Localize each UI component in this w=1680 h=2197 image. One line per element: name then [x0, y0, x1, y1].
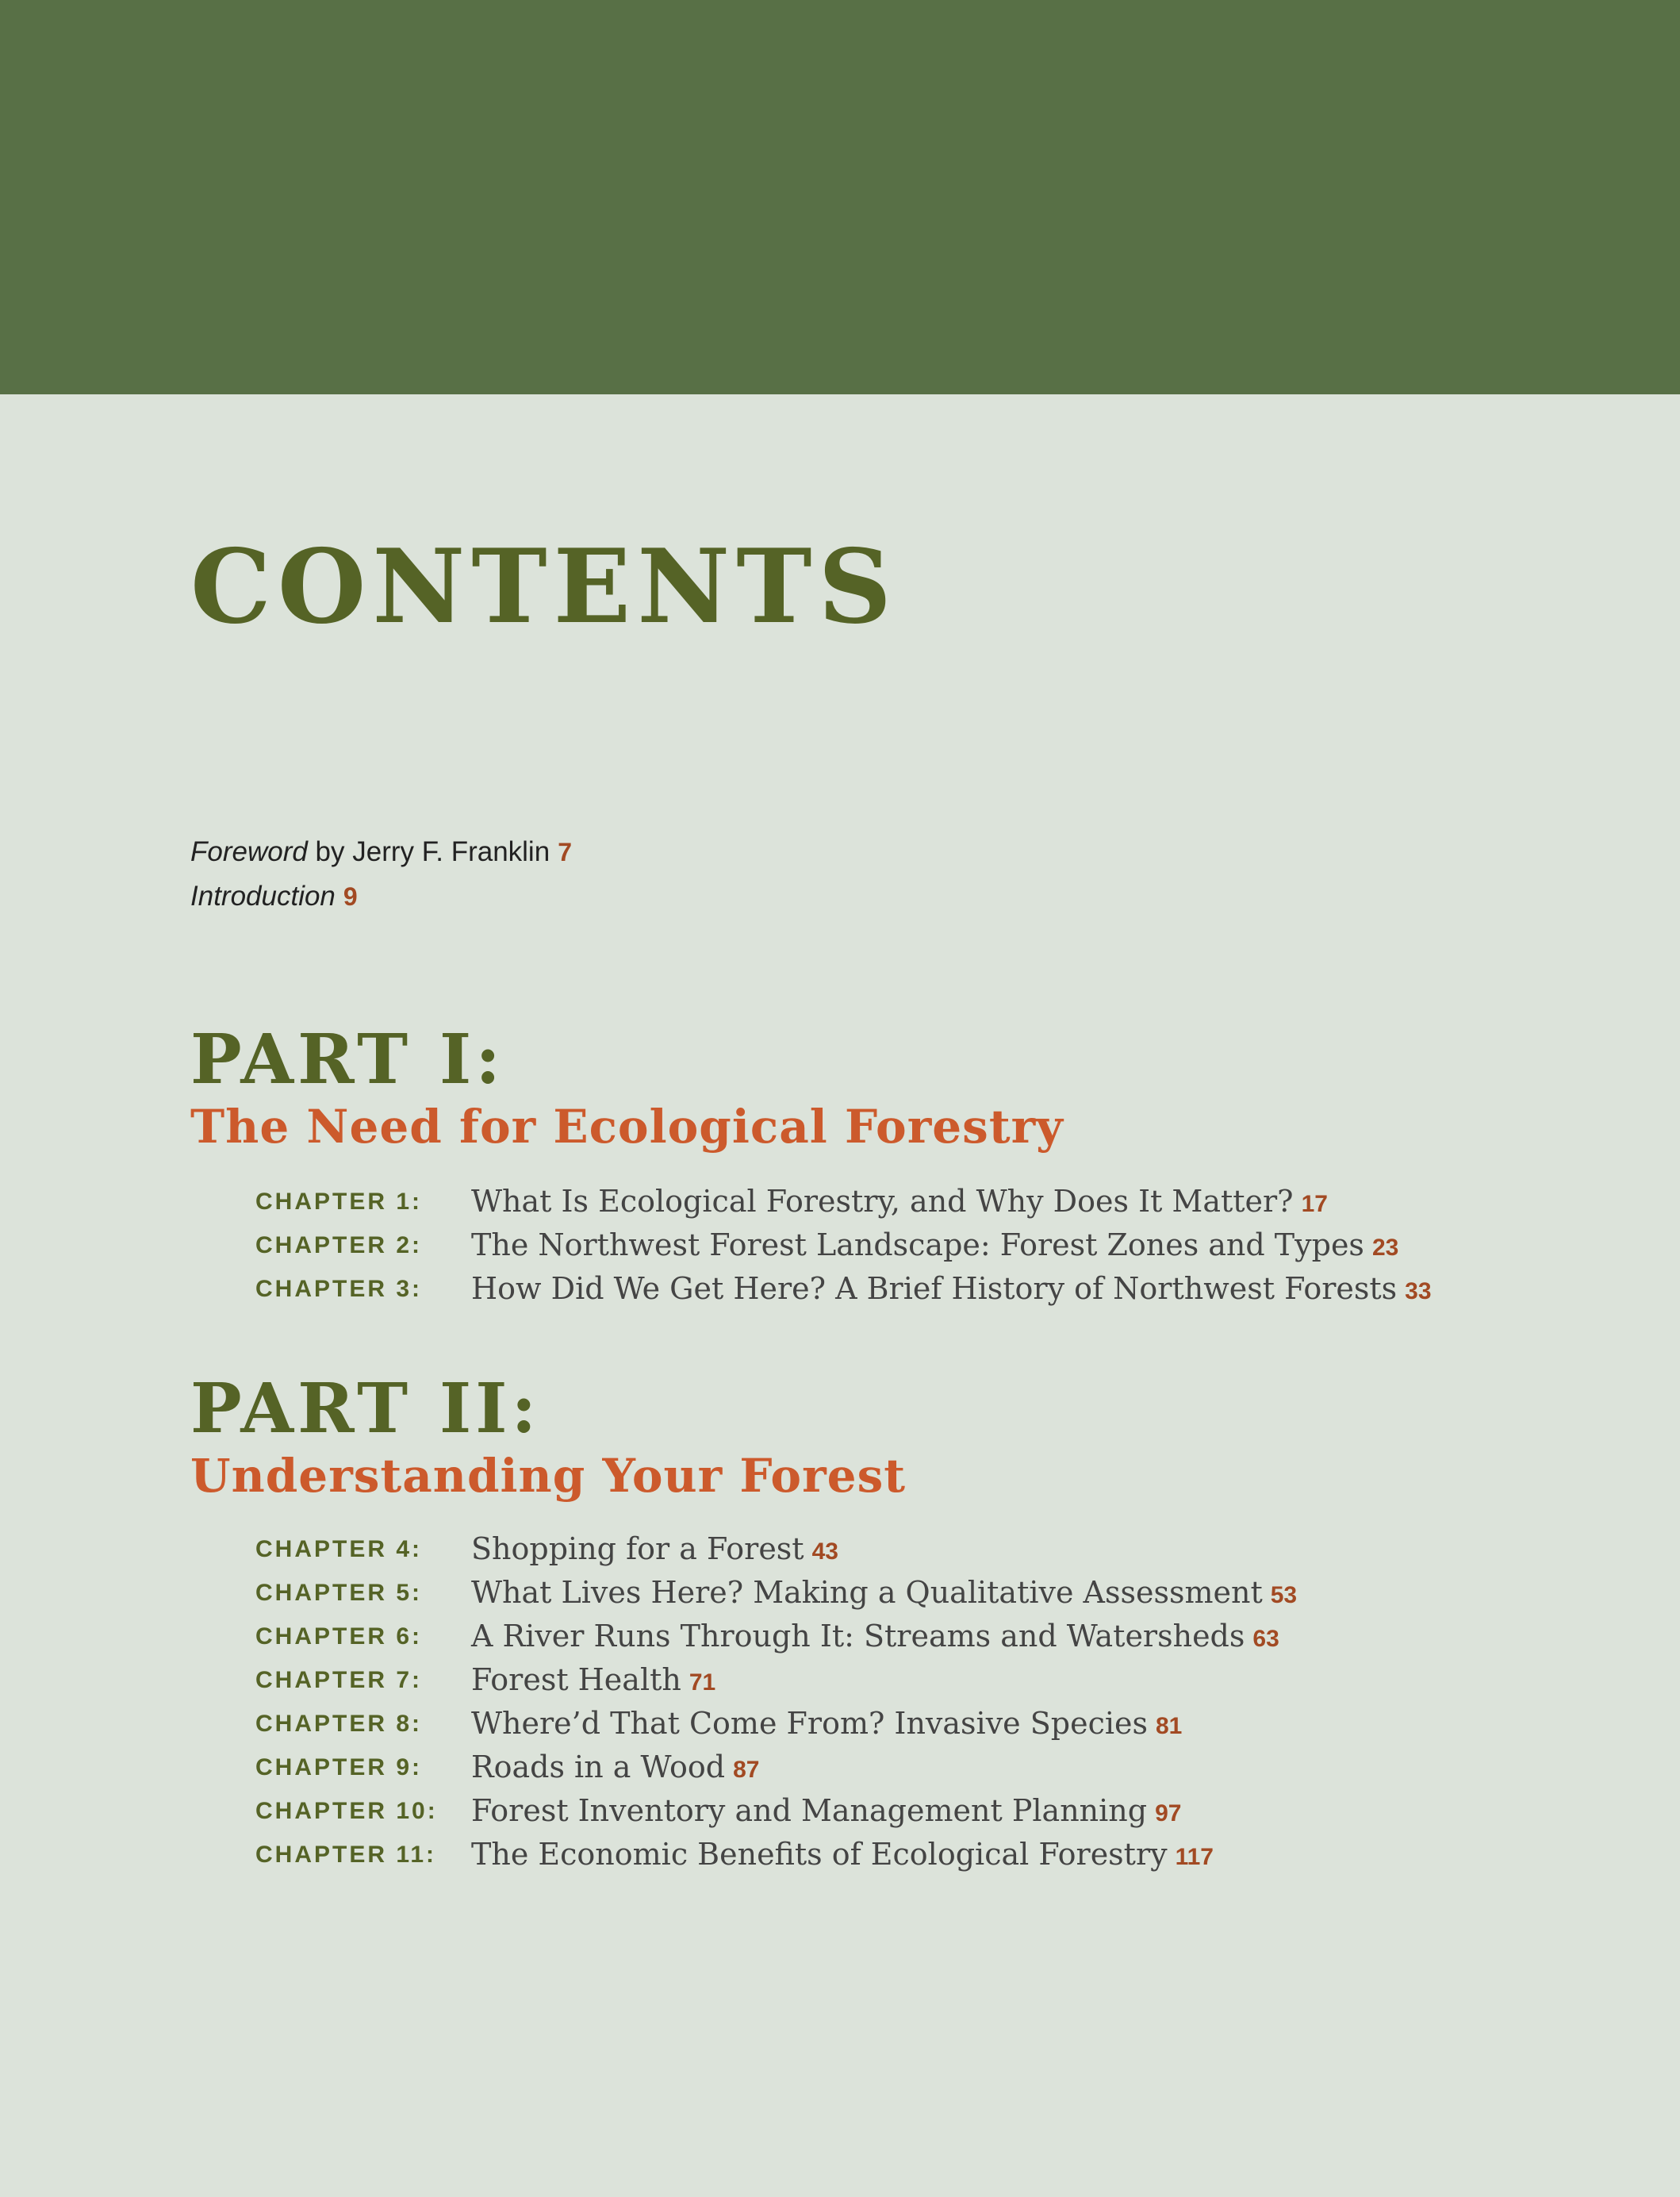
part-title: The Need for Ecological Forestry [190, 1100, 1064, 1154]
chapter-title-text: Roads in a Wood [471, 1750, 726, 1784]
chapter-page-number: 43 [811, 1538, 838, 1565]
chapter-title-text: What Is Ecological Forestry, and Why Does It Matter? [471, 1184, 1294, 1219]
part-2-heading [190, 1369, 907, 1503]
chapter-page-number: 71 [688, 1669, 716, 1696]
chapter-title [471, 1267, 1432, 1313]
chapter-label: CHAPTER 7: [255, 1667, 423, 1693]
front-matter [190, 830, 572, 919]
chapter-title [471, 1833, 1214, 1879]
introduction-label: Introduction [190, 881, 336, 912]
chapter-label: CHAPTER 6: [255, 1623, 423, 1650]
chapter-label: CHAPTER 11: [255, 1842, 437, 1868]
chapter-label: CHAPTER 10: [255, 1798, 438, 1824]
chapter-title [471, 1702, 1182, 1748]
page-title: CONTENTS [190, 528, 898, 647]
chapter-label: CHAPTER 4: [255, 1536, 423, 1562]
chapter-title [471, 1180, 1328, 1226]
chapter-page-number: 33 [1405, 1278, 1432, 1304]
part-1-heading [190, 1020, 1064, 1154]
chapter-title [471, 1571, 1297, 1617]
chapter-title [471, 1615, 1279, 1661]
foreword-entry [190, 830, 572, 874]
chapter-title-text: Where’d That Come From? Invasive Species [471, 1706, 1148, 1741]
chapter-title [471, 1527, 838, 1573]
chapter-title-text: How Did We Get Here? A Brief History of Northwest Forests [471, 1271, 1398, 1306]
foreword-author: by Jerry F. Franklin [307, 836, 550, 867]
chapter-title-text: The Northwest Forest Landscape: Forest Zones and Types [471, 1227, 1364, 1262]
chapter-page-number: 23 [1371, 1235, 1399, 1261]
chapter-label: CHAPTER 5: [255, 1580, 423, 1606]
chapter-title-text: The Economic Benefits of Ecological Forestry [471, 1837, 1168, 1872]
chapter-title [471, 1223, 1398, 1269]
chapter-title-text: A River Runs Through It: Streams and Watersheds [471, 1619, 1245, 1654]
foreword-page-number: 7 [558, 838, 572, 866]
chapter-title [471, 1746, 759, 1792]
chapter-label: CHAPTER 3: [255, 1276, 423, 1302]
chapter-page-number: 53 [1270, 1582, 1298, 1608]
chapter-page-number: 117 [1175, 1844, 1214, 1870]
chapter-page-number: 87 [733, 1757, 760, 1783]
introduction-entry [190, 874, 572, 919]
chapter-title-text: Forest Inventory and Management Planning [471, 1793, 1148, 1828]
chapter-label: CHAPTER 2: [255, 1232, 423, 1258]
chapter-page-number: 97 [1155, 1800, 1182, 1826]
chapter-page-number: 17 [1301, 1191, 1328, 1217]
chapter-title-text: Forest Health [471, 1662, 681, 1697]
chapter-title-text: Shopping for a Forest [471, 1531, 804, 1566]
top-color-band [0, 0, 1680, 394]
chapter-page-number: 81 [1156, 1713, 1183, 1739]
chapter-label: CHAPTER 9: [255, 1754, 423, 1780]
chapter-page-number: 63 [1252, 1626, 1279, 1652]
chapter-title [471, 1789, 1181, 1835]
chapter-label: CHAPTER 8: [255, 1711, 423, 1737]
foreword-label: Foreword [190, 836, 308, 867]
part-label: PART II: [190, 1369, 541, 1449]
part-label: PART I: [190, 1020, 505, 1100]
chapter-label: CHAPTER 1: [255, 1189, 423, 1215]
chapter-title-text: What Lives Here? Making a Qualitative Assessment [471, 1575, 1263, 1610]
part-title: Understanding Your Forest [190, 1449, 907, 1503]
introduction-page-number: 9 [343, 882, 358, 911]
chapter-title [471, 1658, 715, 1704]
